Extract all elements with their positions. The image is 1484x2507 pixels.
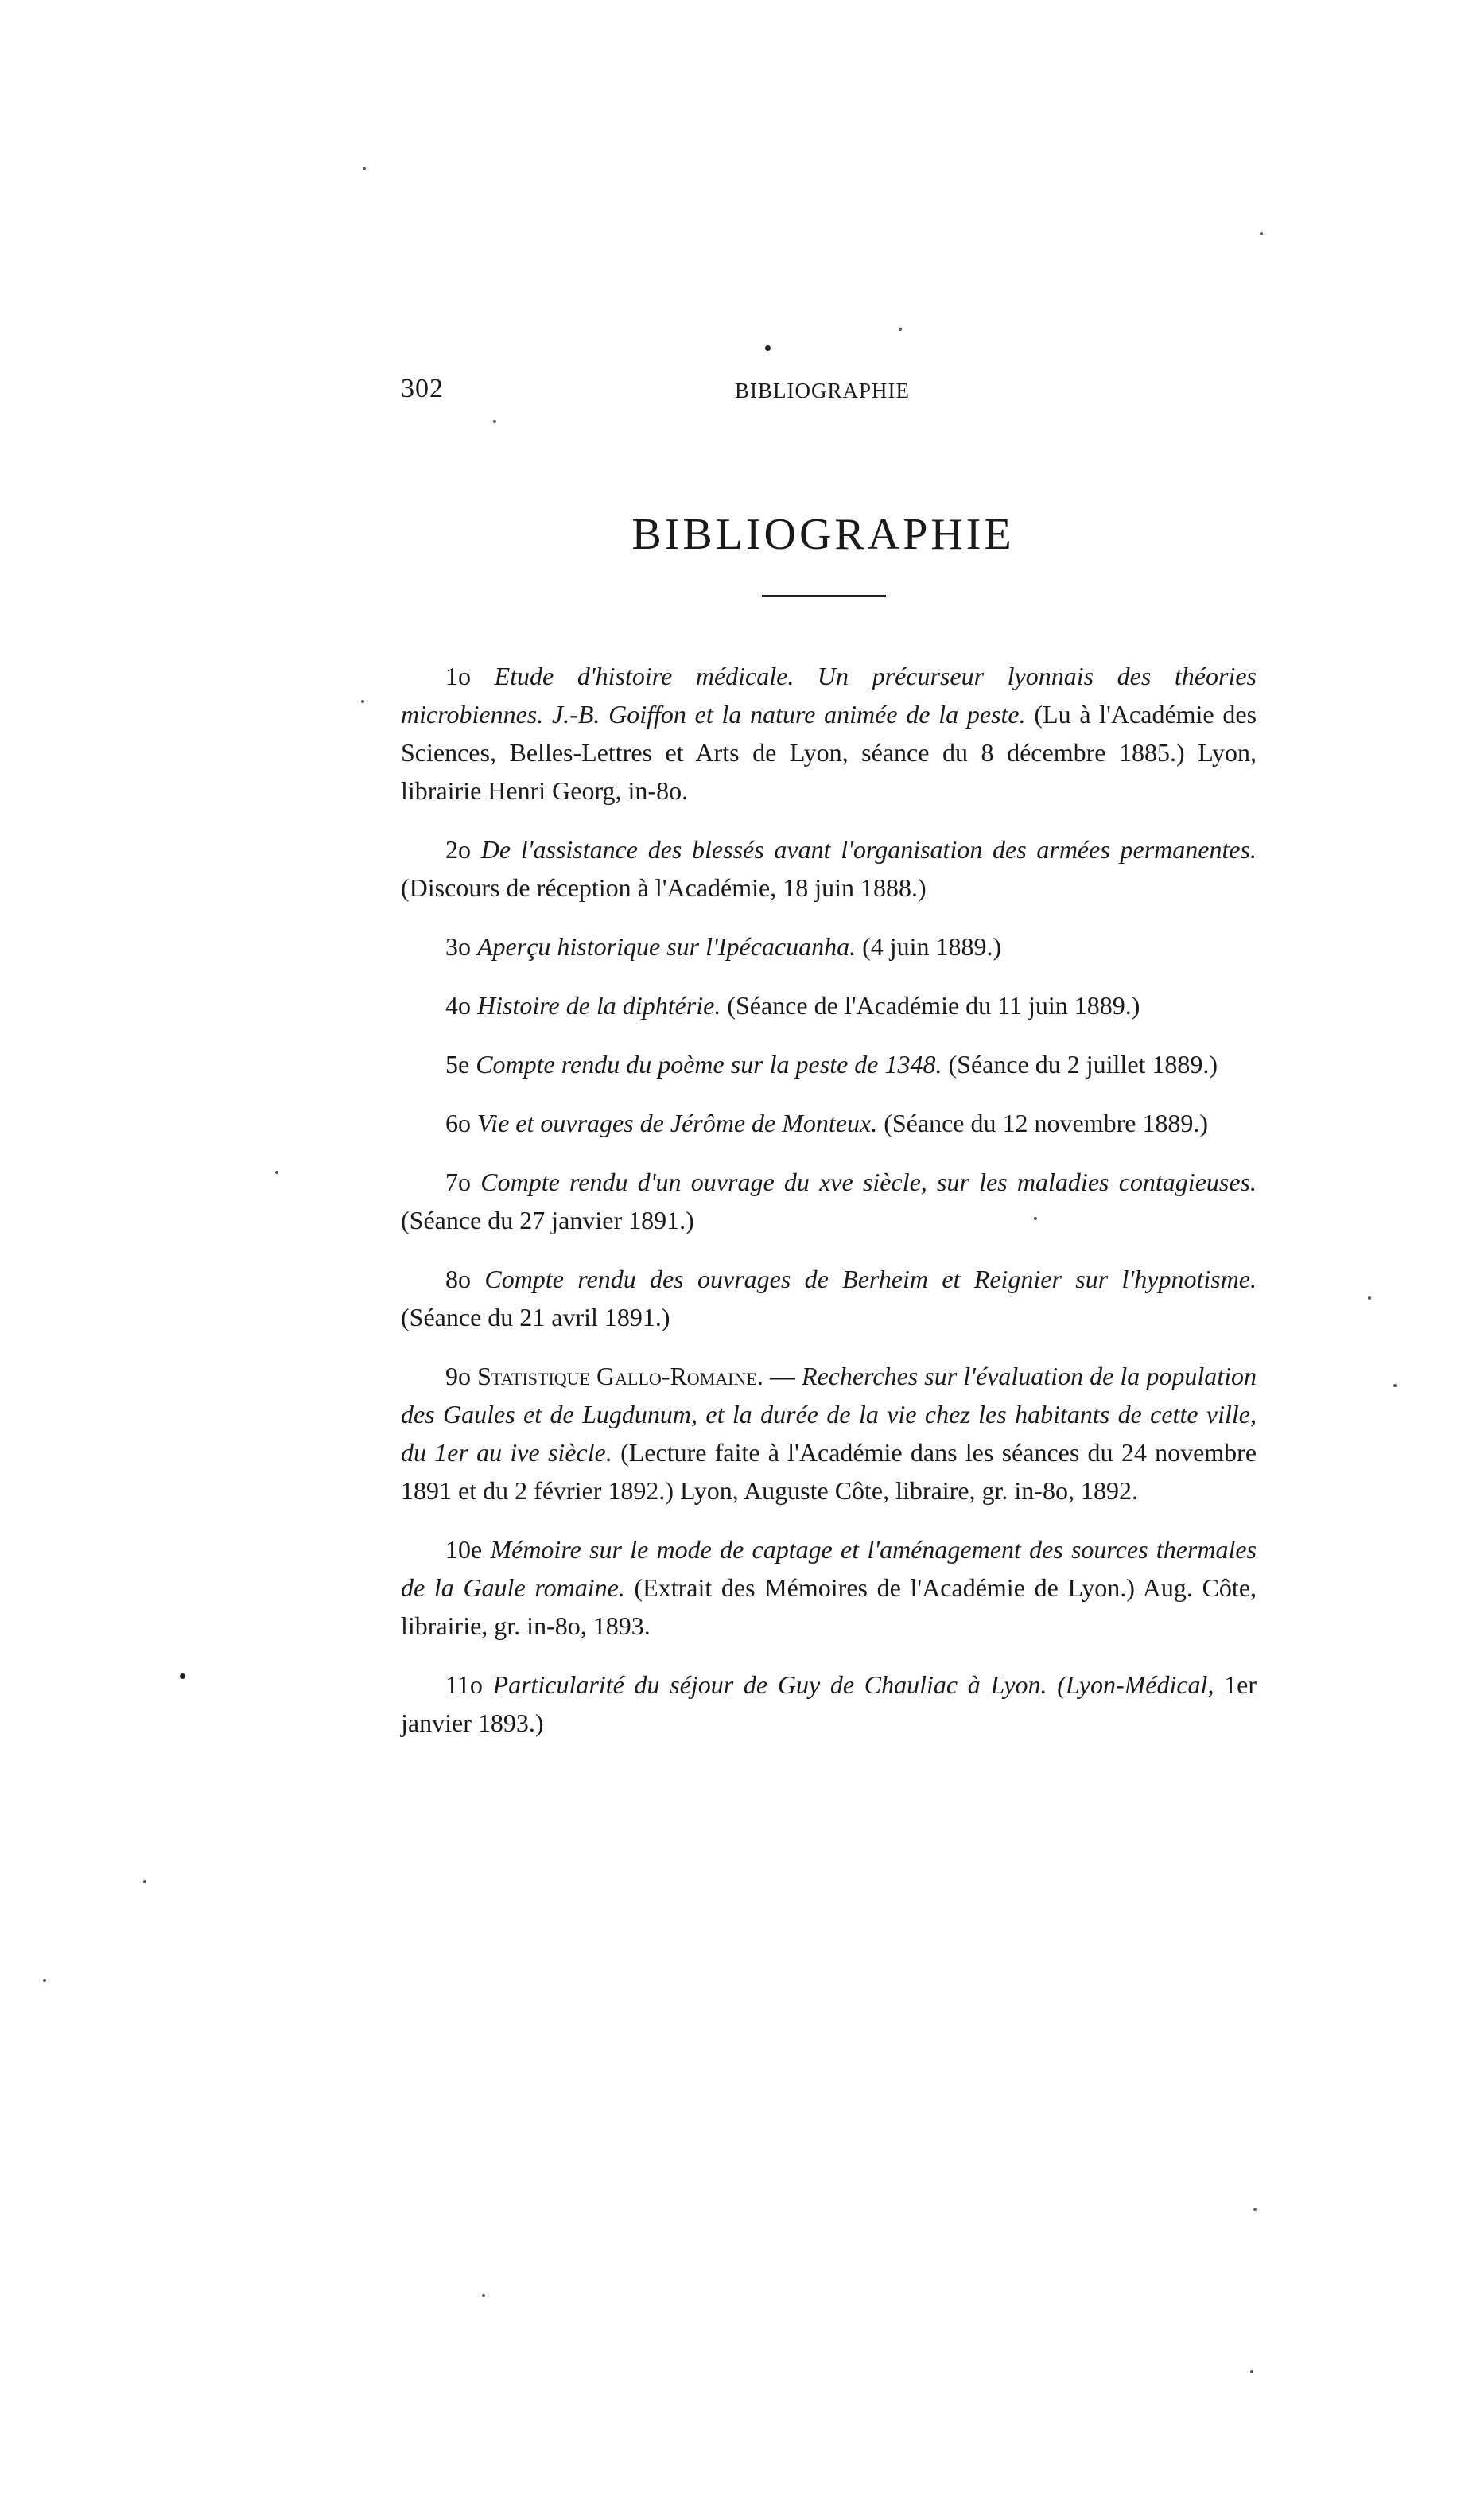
entry-title: De l'assistance des blessés avant l'organisation des armées permanentes. [480, 835, 1257, 864]
entry-number: 10e [445, 1535, 483, 1564]
entry-number: 2o [445, 835, 471, 864]
entry-title: Vie et ouvrages de Jérôme de Monteux. [477, 1109, 878, 1137]
bibliography-entry [401, 986, 1257, 1024]
bibliography-list [401, 657, 1257, 1763]
entry-details: (Séance du 12 novembre 1889.) [884, 1109, 1209, 1137]
running-title: BIBLIOGRAPHIE [735, 379, 910, 402]
page-number: 302 [401, 374, 444, 403]
bibliography-entry [401, 1260, 1257, 1336]
bibliography-entry [401, 657, 1257, 810]
entry-details: (Séance du 21 avril 1891.) [401, 1303, 670, 1331]
entry-number: 4o [445, 991, 471, 1020]
entry-details: (Discours de réception à l'Académie, 18 juin 1888.) [401, 873, 927, 902]
bibliography-entry [401, 927, 1257, 966]
scan-speck [765, 345, 771, 351]
scan-speck [899, 328, 902, 331]
scan-speck [1034, 1217, 1037, 1220]
entry-section-label: Statistique Gallo-Romaine. — [477, 1362, 795, 1390]
entry-title: Compte rendu du poème sur la peste de 1348. [476, 1050, 942, 1079]
page-title: BIBLIOGRAPHIE [631, 510, 1015, 559]
entry-title: Compte rendu d'un ouvrage du xve siècle, sur les maladies contagieuses. [480, 1168, 1257, 1196]
scan-speck [361, 700, 364, 703]
entry-number: 8o [445, 1265, 471, 1293]
scan-speck [143, 1880, 146, 1883]
scan-speck [493, 420, 496, 423]
scan-speck [180, 1673, 185, 1679]
scan-speck [363, 167, 366, 170]
bibliography-entry [401, 1045, 1257, 1083]
entry-title: Mémoire sur le mode de captage et l'aménagement des sources thermales de la Gaule romaine. [401, 1535, 1257, 1602]
bibliography-entry [401, 1357, 1257, 1510]
bibliography-entry [401, 1666, 1257, 1742]
scan-speck [1260, 232, 1263, 235]
entry-number: 1o [445, 662, 471, 690]
entry-details: (Séance de l'Académie du 11 juin 1889.) [727, 991, 1140, 1020]
title-rule [762, 595, 886, 597]
scan-speck [482, 2294, 485, 2297]
entry-number: 6o [445, 1109, 471, 1137]
bibliography-entry [401, 830, 1257, 907]
entry-title: Histoire de la diphtérie. [477, 991, 721, 1020]
bibliography-entry [401, 1104, 1257, 1142]
entry-number: 7o [445, 1168, 471, 1196]
entry-details: (Lu à l'Académie des Sciences, Belles-Lettres et Arts de Lyon, séance du 8 décembre 1885.) Lyon, librairie Henri Georg, in-8o. [401, 700, 1257, 805]
entry-details: (4 juin 1889.) [862, 932, 1002, 961]
scan-speck [43, 1979, 46, 1982]
running-head [401, 374, 1260, 414]
entry-title: Recherches sur l'évaluation de la population des Gaules et de Lugdunum, et la durée de la vie chez les habitants de cette ville, du 1er au ive siècle. [401, 1362, 1257, 1467]
entry-title: Compte rendu des ouvrages de Berheim et Reignier sur l'hypnotisme. [484, 1265, 1257, 1293]
entry-title: Particularité du séjour de Guy de Chauliac à Lyon. (Lyon-Médical, [492, 1670, 1214, 1699]
scan-speck [1250, 2370, 1253, 2373]
entry-details: (Extrait des Mémoires de l'Académie de Lyon.) Aug. Côte, librairie, gr. in-8o, 1893. [401, 1573, 1257, 1640]
entry-number: 11o [445, 1670, 483, 1699]
entry-title: Aperçu historique sur l'Ipécacuanha. [477, 932, 857, 961]
entry-details: (Lecture faite à l'Académie dans les séances du 24 novembre 1891 et du 2 février 1892.) Lyon, Auguste Côte, libraire, gr. in-8o, 1892. [401, 1438, 1257, 1505]
entry-number: 3o [445, 932, 471, 961]
bibliography-entry [401, 1163, 1257, 1239]
scan-speck [1368, 1296, 1371, 1300]
entry-title: Etude d'histoire médicale. Un précurseur lyonnais des théories microbiennes. J.-B. Goiffon et la nature animée de la peste. [401, 662, 1257, 729]
scan-speck [1253, 2208, 1257, 2211]
bibliography-entry [401, 1530, 1257, 1645]
entry-details: (Séance du 27 janvier 1891.) [401, 1206, 694, 1234]
entry-number: 5e [445, 1050, 470, 1079]
scan-speck [1393, 1384, 1397, 1387]
entry-details: 1er janvier 1893.) [401, 1670, 1257, 1737]
scan-speck [275, 1171, 278, 1174]
entry-number: 9o [445, 1362, 471, 1390]
entry-details: (Séance du 2 juillet 1889.) [948, 1050, 1218, 1079]
